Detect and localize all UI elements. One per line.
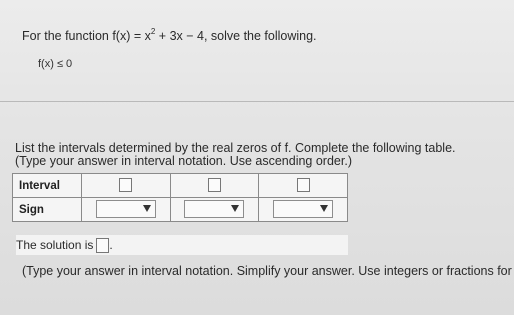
interval-cell-3 [259,174,348,198]
exponent: 2 [150,27,156,36]
interval-input-3[interactable] [297,178,310,192]
inequality: f(x) ≤ 0 [38,58,73,70]
sign-cell-3 [259,198,348,222]
instructions-line-3: (Type your answer in interval notation. Simplify your answer. Use integers or fractions for [22,264,512,278]
sign-cell-2 [170,198,259,222]
sign-dropdown-1[interactable] [96,200,156,218]
sign-dropdown-3[interactable] [273,200,333,218]
sign-row [13,198,348,222]
chevron-down-icon [231,205,239,212]
chevron-down-icon [320,205,328,212]
instructions-line-2: (Type your answer in interval notation. Use ascending order.) [15,154,352,168]
interval-input-2[interactable] [208,178,221,192]
interval-header: Interval [13,174,82,198]
problem-prefix: For the function f(x) = x [22,29,151,43]
divider [0,101,514,102]
sign-cell-1 [82,198,171,222]
solution-input[interactable] [96,238,109,253]
interval-input-1[interactable] [119,178,132,192]
interval-cell-1 [82,174,171,198]
sign-dropdown-2[interactable] [184,200,244,218]
interval-table [12,173,348,222]
sign-header: Sign [13,198,82,222]
solution-period: . [109,238,113,252]
problem-suffix: + 3x − 4, solve the following. [155,29,317,43]
interval-cell-2 [170,174,259,198]
solution-text: The solution is [16,238,94,252]
instructions-line-1: List the intervals determined by the real zeros of f. Complete the following table. [15,141,456,155]
interval-row [13,174,348,198]
chevron-down-icon [143,205,151,212]
problem-statement [22,27,317,43]
solution-line [16,235,348,255]
